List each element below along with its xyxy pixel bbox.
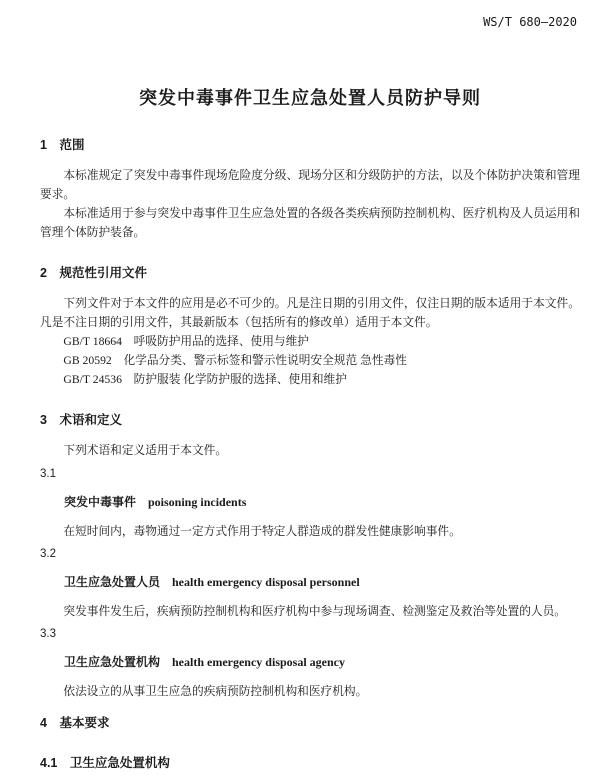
section-normative-references-heading: 2 规范性引用文件 [40,266,147,280]
document-title: 突发中毒事件卫生应急处置人员防护导则 [139,88,481,108]
term-heading: 卫生应急处置机构 health emergency disposal agency [64,655,345,669]
section-basic-requirements-heading: 4 基本要求 [40,716,110,730]
section-scope-heading: 1 范围 [40,138,85,152]
term-definition: 在短时间内，毒物通过一定方式作用于特定人群造成的群发性健康影响事件。 [63,525,461,538]
clause-number: 3.1 [40,468,56,480]
clause-number: 3.2 [40,548,56,560]
term-item [40,466,580,541]
reference-list [40,332,580,389]
scope-paragraph: 本标准规定了突发中毒事件现场危险度分级、现场分区和分级防护的方法，以及个体防护决策和管理要求。 [40,169,580,201]
section-terms-and-definitions [40,413,580,701]
reference-item: GB/T 24536 防护服装 化学防护服的选择、使用和维护 [63,373,347,386]
page-header [40,14,580,30]
section-basic-requirements [40,716,580,770]
terms-intro: 下列术语和定义适用于本文件。 [63,444,228,457]
section-normative-references [40,266,580,389]
section-scope [40,138,580,242]
term-item [40,546,580,621]
section-terms-heading: 3 术语和定义 [40,413,122,427]
term-definition: 突发事件发生后，疾病预防控制机构和医疗机构中参与现场调查、检测鉴定及救治等处置的人员。 [63,605,566,618]
term-heading: 卫生应急处置人员 health emergency disposal personnel [64,575,360,589]
scope-paragraph: 本标准适用于参与突发中毒事件卫生应急处置的各级各类疾病预防控制机构、医疗机构及人员运用和管理个体防护装备。 [40,207,580,239]
term-item [40,626,580,701]
normative-references-intro: 下列文件对于本文件的应用是必不可少的。凡是注日期的引用文件，仅注日期的版本适用于本文件。凡是不注日期的引用文件，其最新版本（包括所有的修改单）适用于本文件。 [40,297,580,329]
reference-item: GB 20592 化学品分类、警示标签和警示性说明安全规范 急性毒性 [63,354,407,367]
reference-item: GB/T 18664 呼吸防护用品的选择、使用与维护 [63,335,309,348]
term-heading: 突发中毒事件 poisoning incidents [64,495,247,509]
term-definition: 依法设立的从事卫生应急的疾病预防控制机构和医疗机构。 [63,685,368,698]
subsection-heading: 4.1 卫生应急处置机构 [40,756,170,770]
clause-number: 3.3 [40,628,56,640]
standard-number: WS/T 680—2020 [483,15,577,29]
